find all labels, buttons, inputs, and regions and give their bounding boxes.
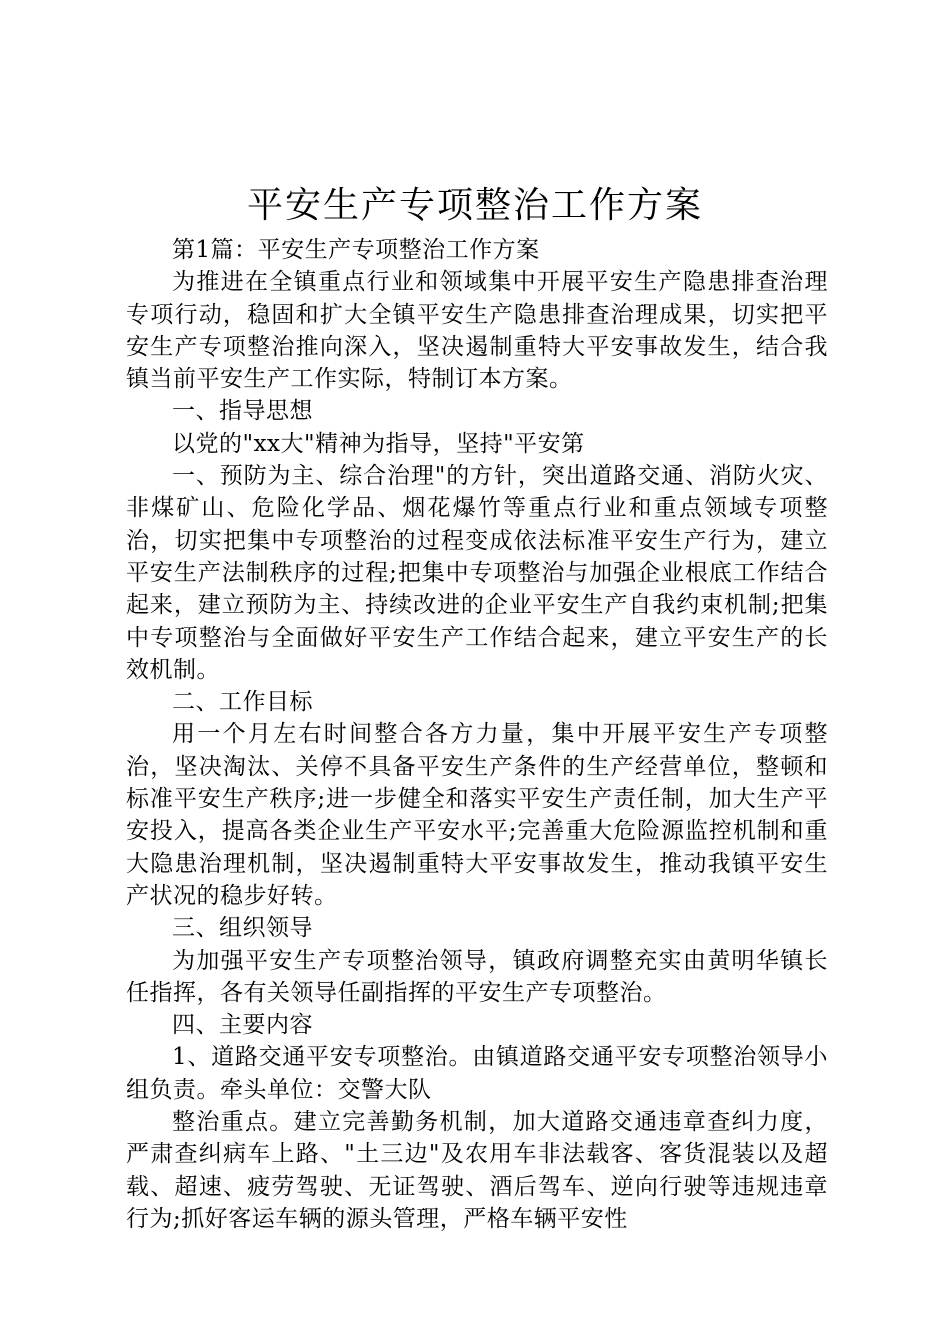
section-heading-guiding-ideology: 一、指导思想 (172, 398, 313, 425)
paragraph-chapter-heading: 第1篇：平安生产专项整治工作方案 (172, 237, 540, 263)
document-body (126, 234, 828, 1235)
section-heading-main-content: 四、主要内容 (172, 1012, 313, 1039)
paragraph-road-traffic: 1、道路交通平安专项整治。由镇道路交通平安专项整治领导小组负责。牵头单位：交警大队 (126, 1044, 828, 1103)
paragraph-guiding-principles: 一、预防为主、综合治理"的方针，突出道路交通、消防火灾、非煤矿山、危险化学品、烟花爆竹等重点行业和重点领域专项整治，切实把集中专项整治的过程变成依法标准平安生产行为，建立平安生产法制秩序的过程;把集中专项整治与加强企业根底工作结合起来，建立预防为主、持续改进的企业平安生产自我约束机制;把集中专项整治与全面做好平安生产工作结合起来，建立平安生产的长效机制。 (126, 463, 828, 683)
paragraph-guiding-ideology: 以党的"xx大"精神为指导，坚持"平安第 (172, 430, 585, 457)
section-heading-leadership: 三、组织领导 (172, 915, 313, 942)
paragraph-intro: 为推进在全镇重点行业和领域集中开展平安生产隐患排查治理专项行动，稳固和扩大全镇平安生产隐患排查治理成果，切实把平安生产专项整治推向深入，坚决遏制重特大平安事故发生，结合我镇当前平安生产工作实际，特制订本方案。 (126, 269, 828, 393)
section-heading-work-goals: 二、工作目标 (172, 689, 313, 716)
paragraph-leadership: 为加强平安生产专项整治领导，镇政府调整充实由黄明华镇长任指挥，各有关领导任副指挥的平安生产专项整治。 (126, 947, 828, 1006)
document-title: 平安生产专项整治工作方案 (246, 185, 703, 226)
paragraph-rectification-focus: 整治重点。建立完善勤务机制，加大道路交通违章查纠力度，严肃查纠病车上路、"土三边"及农用车非法载客、客货混装以及超载、超速、疲劳驾驶、无证驾驶、酒后驾车、逆向行驶等违规违章行为;抓好客运车辆的源头管理，严格车辆平安性 (126, 1109, 828, 1232)
paragraph-work-goals: 用一个月左右时间整合各方力量，集中开展平安生产专项整治，坚决淘汰、关停不具备平安生产条件的生产经营单位，整顿和标准平安生产秩序;进一步健全和落实平安生产责任制，加大生产平安投入，提高各类企业生产平安水平;完善重大危险源监控机制和重大隐患治理机制，坚决遏制重特大平安事故发生，推动我镇平安生产状况的稳步好转。 (126, 721, 828, 909)
